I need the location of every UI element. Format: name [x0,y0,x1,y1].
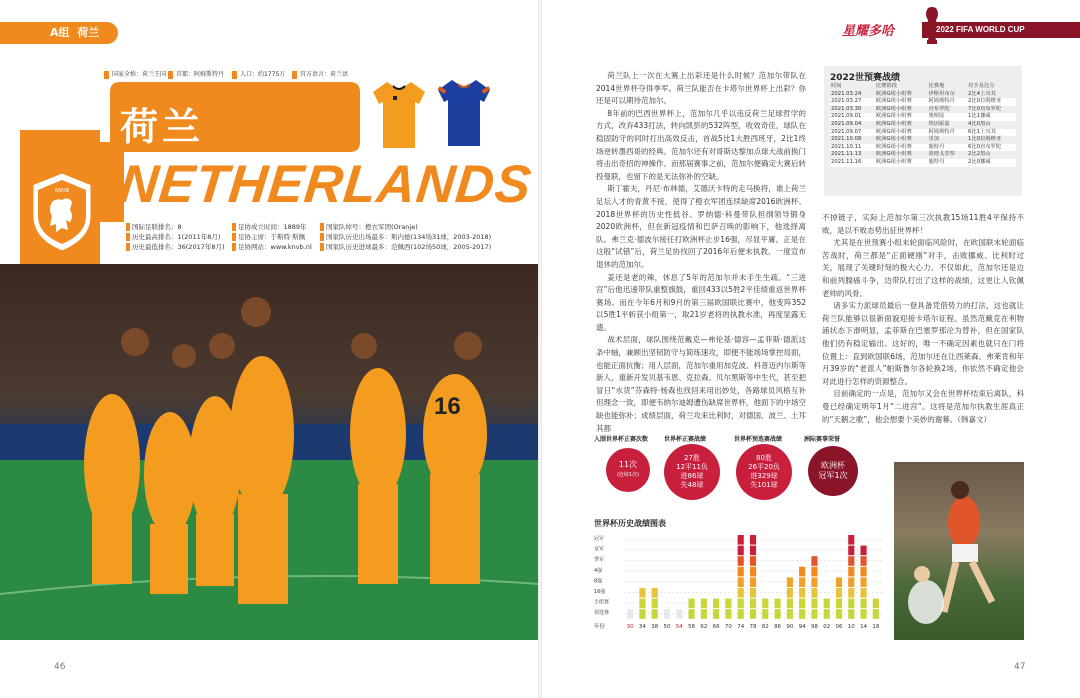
table-cell: 阿姆斯特丹 [927,98,967,106]
table-cell: 欧洲G组小组赛 [875,113,928,121]
chart-bar-segment [787,609,793,619]
year-tick-label: 58 [688,623,696,630]
year-tick-label: 86 [774,623,782,630]
appearances-circle: 11次 (连续1次) [606,448,650,492]
stat-line: 国际足联排名：8 [126,222,225,232]
chart-bar-segment [811,556,817,566]
chart-bar-segment [861,546,867,556]
chart-bar-segment [811,588,817,598]
table-cell: 7比0直布罗陀 [968,105,1002,112]
chart-bar-segment [652,609,658,619]
table-cell: 奥斯陆 [927,113,967,121]
year-tick-label: 62 [700,623,708,630]
chart-bar-segment [787,577,793,587]
chart-bar-segment [738,588,744,598]
chart-bar-segment [725,599,731,609]
table-cell: 埃因霍温 [928,120,950,127]
chart-bar-segment [762,609,768,619]
table-cell: 鹿特丹 [927,144,967,152]
level-label: 16强 [594,589,606,595]
chart-bar-segment [848,535,854,545]
article-paragraph: 斯丁霍夫，丹尼·布林德，艾德沃卡特的走马换将，谁上荷兰足坛人才的青黄不接，使得了橙衣军团连续缺席2016欧洲杯、2018世界杯的历史性低谷。罗纳德·科曼带队担纲领导锻身2020欧洲杯，但在新冠疫情和巴萨召唤的影响下，他选择离队。弗兰克·德波尔接任打欧洲杯止步16强，尽显平庸。正是在这般“试错”后，荷兰足协找回了2016年后便未执教、一度宣布退休的范加尔。 [596,184,806,269]
chart-bar-segment [750,567,756,577]
stat-line: 足协成立时间：1889年 [232,222,312,232]
history-chart-title: 世界杯历史战绩图表 [594,519,666,528]
finals-record-circle: 27胜 12平11负 进86球 失48球 [664,444,720,500]
level-label: 亚军 [594,546,605,553]
table-cell: 2021.03.30 [831,105,862,112]
chart-bar-segment [836,588,842,598]
classic-player-photo [894,462,1024,640]
year-tick-label: 74 [737,623,745,630]
chart-bar-segment [639,609,645,619]
article-paragraph: 目前确定的一点是，范加尔又会在世界杯结束后离队，科曼已经确定明年1月“二进宫”。这将是范加尔执教生涯真正的“天鹅之歌”，他会想要个美妙的谢幕。（韩嘉文） [822,389,1024,424]
chart-bar-segment [750,546,756,556]
svg-text:KNVB: KNVB [55,188,69,194]
table-cell: 欧洲G组小组赛 [875,90,912,97]
table-cell: 波德戈里察 [928,151,955,158]
chart-bar-segment [689,609,695,619]
table-cell: 阿姆斯特丹 [927,129,967,137]
year-tick-label: 06 [835,623,843,630]
chart-bar-segment [701,599,707,609]
chart-bar-segment [652,588,658,598]
stat-line: 国家队历史进球最多：范佩西(102场50球，2005-2017) [320,242,491,252]
info-population: 人口：约1775万 [232,70,285,80]
table-cell: 里加 [928,136,940,143]
chart-bar-segment [725,609,731,619]
chart-bar-segment [799,609,805,619]
table-cell: 1比0拉脱维亚 [968,136,1002,143]
table-header: 比赛地 [928,83,945,89]
chart-bar-segment [861,609,867,619]
chart-bar-segment [750,556,756,566]
chart-bar-segment [787,599,793,609]
stat-line: 历史最低排名：36(2017年8月) [126,242,225,252]
table-cell: 欧洲G组小组赛 [875,159,928,167]
chart-bar-segment [873,599,879,609]
table-cell: 2比0拉脱维亚 [967,98,1016,106]
home-jersey-image [373,80,425,150]
info-capital: 首都：阿姆斯特丹 [168,70,224,80]
chart-bar-segment [738,609,744,619]
table-cell: 2比4土耳其 [968,90,996,97]
table-cell: 2021.09.01 [830,113,875,121]
chart-bar-segment [750,577,756,587]
year-tick-label: 54 [675,623,683,630]
table-row [830,121,1016,129]
table-cell: 2021.03.24 [831,90,862,97]
article-paragraph: 姜还是老的辣，休息了5年的范加尔并未手生生疏。“三进宫”后他迅速带队重整旗鼓，重回433以5胜2平佳绩重返世界杯赛场。而在今年6月和9月的第三届欧国联比赛中，他变阵352以5胜1平斩获小组第一，取21岁老将的执教水准，再度显露无遗。 [596,272,806,332]
chart-bar-segment [689,599,695,609]
chart-bar-segment [836,609,842,619]
chart-bar-segment [664,609,670,619]
chart-bar-segment [824,599,830,609]
chart-bar-segment [861,567,867,577]
spread-gutter [538,0,542,698]
qualifiers-results [830,83,1016,167]
level-label: 8强 [594,578,603,585]
article-paragraph: 诸多实力派球员最后一登具备凭借势力的打法，这也就让荷兰队能够以很新面貌迎接卡塔尔征程。虽然范戴克在利物浦状态下滑明显，孟菲斯在巴塞罗那沦为替补，但在国家队他们仍有稳定输出。这好的，唯一不确定因素也就只在门将位置上：直到欧国联6场，范加尔还在让西莱森、弗莱肯和年月39岁的“老派人”帕斯鲁尔各轮换2场，你依然不确定他会对此进行怎样的资源整合。 [822,301,1024,386]
table-cell: 欧洲G组小组赛 [875,151,912,158]
summary-label-appearances: 入围世界杯正赛次数 [594,436,649,443]
chart-bar-segment [861,599,867,609]
year-tick-label: 30 [626,623,634,630]
year-tick-label: 34 [638,623,646,630]
chart-bar-segment [848,546,854,556]
chart-bar-segment [738,567,744,577]
info-full-name: 国家全称：荷兰王国 [104,70,166,80]
title-chinese: 荷兰 [120,105,205,149]
table-cell: 4比0黑山 [968,120,991,127]
table-cell: 2021.03.27 [830,98,875,106]
chart-bar-segment [799,567,805,577]
article-paragraph: 战术层面，球队围绕范戴克—弗伦基·德容—孟菲斯·德派这条中轴，兼顾出坚韧防守与简练速攻，即便不能场场掌控局面，也能正面抗衡；用人层面，范加尔重用加克波、科普迈内尔斯等新人，重新开发贝基韦恩、克拉森、贝尔黑斯等中生代，甚至把冒日“水货”芬森特·杨森也找回来用出妙处，各路球员风格互补但理念一致，即便韦纳尔迪姆遭伤缺席世界杯，他面下的中场空缺也能弥补；成绩层面，荷兰攻来比利时，对德国、波兰、土耳其都 [596,335,806,433]
table-cell: 欧洲G组小组赛 [875,120,912,127]
chart-bar-segment [787,588,793,598]
article-paragraph: 尤其是在世预赛小组末轮面临风险时，在欧国联末轮面临苦战时，荷兰都是“正面硬刚”对手，击败挪威、比利时过关，展现了关键时刻的极大心力。不仅如此，范加尔还是边和前列腺癌斗争，边带队打出了这样的战绩，这更让人钦佩老帅的风骨。 [822,238,1024,298]
table-cell: 欧洲G组小组赛 [875,105,912,112]
table-row [830,151,1016,159]
chart-bar-segment [738,599,744,609]
year-tick-label: 18 [872,623,880,630]
table-cell: 2021.09.07 [830,129,875,137]
chart-bar-segment [811,577,817,587]
stats-federation [232,222,312,252]
chart-bar-segment [701,609,707,619]
chart-bar-segment [713,599,719,609]
table-cell: 2比0挪威 [967,159,1016,167]
table-cell: 6比1土耳其 [967,129,1016,137]
stat-line: 国家队绰号：橙衣军团(Oranje) [320,222,491,232]
year-tick-label: 98 [810,623,818,630]
stat-line: 足协网站：www.knvb.nl [232,242,312,252]
summary-stats [594,434,884,510]
table-cell: 欧洲G组小组赛 [875,136,912,143]
group-tab [0,22,118,44]
article-paragraph: 荷兰队上一次在大赛上出彩还是什么时候？范加尔带队在2014世界杯夺得季军。荷兰队能否在卡塔尔世界杯上出彩？你还是可以期待范加尔。 [596,71,806,106]
chart-bar-segment [750,588,756,598]
year-tick-label: 70 [724,623,732,630]
table-cell: 2021.10.11 [830,144,875,152]
svg-text:16: 16 [434,393,461,420]
table-cell: 直布罗陀 [928,105,950,112]
table-header: 对手及比分 [968,83,995,89]
chart-bar-segment [799,599,805,609]
year-tick-label: 90 [786,623,794,630]
article-text-1 [596,70,806,435]
chart-bar-segment [652,599,658,609]
knvb-badge-icon [26,170,98,254]
table-cell: 2021.11.16 [830,159,875,167]
chart-bar-segment [738,546,744,556]
chart-bar-segment [848,577,854,587]
table-cell: 2比2黑山 [968,151,991,158]
table-row [830,159,1016,167]
chart-bar-segment [848,556,854,566]
chart-bar-segment [627,609,633,619]
page-number-right: 47 [1014,662,1026,672]
year-tick-label: 14 [860,623,868,630]
chart-bar-segment [750,609,756,619]
qualifier-record-circle: 80胜 26平20负 进329球 失101球 [736,444,792,500]
summary-label-qualifier-record: 世界杯预选赛战绩 [734,436,783,443]
stat-line: 国家队历史出场最多：斯内德(134场31球，2003-2018) [320,232,491,242]
chart-bar-segment [676,609,682,619]
level-label: 预选赛 [594,610,610,617]
table-cell: 2021.11.13 [831,151,862,158]
continental-circle: 欧洲杯 冠军1次 [808,446,858,496]
chart-bar-segment [836,577,842,587]
column-name: 星耀多哈 [842,24,895,39]
chart-bar-segment [873,609,879,619]
summary-label-continental: 洲际赛事荣誉 [804,436,841,443]
table-row [830,136,1016,144]
table-cell: 鹿特丹 [927,159,967,167]
chart-bar-segment [836,599,842,609]
team-celebration-photo [0,264,538,640]
table-header: 比赛阶段 [875,83,898,89]
title-english: NETHERLANDS [116,155,535,214]
chart-bar-segment [848,567,854,577]
summary-label-finals-record: 世界杯正赛战绩 [664,436,707,443]
chart-bar-segment [811,599,817,609]
chart-bar-segment [824,609,830,619]
chart-bar-segment [750,535,756,545]
year-tick-label: 50 [663,623,671,630]
chart-bar-segment [775,609,781,619]
article-column-1 [596,70,806,445]
year-tick-label: 38 [651,623,659,630]
table-cell: 欧洲G组小组赛 [875,98,928,106]
year-tick-label: 02 [823,623,831,630]
table-cell: 伊斯坦布尔 [928,90,955,97]
year-tick-label: 78 [749,623,757,630]
table-cell: 1比1挪威 [967,113,1016,121]
table-cell: 2021.09.04 [831,120,862,127]
stat-line: 足协主席：于斯特·斯佩 [232,232,312,242]
year-tick-label: 94 [798,623,806,630]
article-text-2 [822,212,1024,426]
chart-bar-segment [738,535,744,545]
chart-bar-segment [713,609,719,619]
chart-bar-segment [639,599,645,609]
chart-bar-segment [848,609,854,619]
chart-bar-segment [848,599,854,609]
stats-records [320,222,491,252]
level-label: 4强 [594,567,603,574]
team-short-label: 荷兰 [77,26,100,39]
article-paragraph: 8年前的巴西世界杯上，范加尔几乎以违反荷兰足球哲学的方式，改弃433打法，转向凯彭的532阵型，收效奇佳，球队在稳固防守的同时打出高效反击，首战5比1大胜西班牙，2比1终场逆转墨西哥的经典。范加尔还有对哥斯达黎加点球大战前换门将击出奇招的神操作。而那届赛事之前，范加尔便确定大赛后转投曼联，也留下的是无法弥补的空缺。 [596,108,806,181]
stats-ranking [126,222,225,252]
chart-bar-segment [799,577,805,587]
stat-line: 历史最高排名：1(2011年8月) [126,232,225,242]
table-cell: 6比0直布罗陀 [967,144,1016,152]
qualifiers-table-title: 2022世预赛战绩 [830,73,901,83]
year-tick-label: 82 [761,623,769,630]
level-label: 冠军 [594,536,605,542]
year-axis-label: 年份 [594,623,606,630]
qualifiers-table [824,66,1022,196]
chart-bar-segment [762,599,768,609]
chart-bar-segment [750,599,756,609]
chart-bar-segment [861,588,867,598]
world-cup-banner: 2022 FIFA WORLD CUP [922,22,1080,38]
chart-bar-segment [738,577,744,587]
info-language: 官方语言：荷兰语 [292,70,348,80]
level-label: 小组赛 [594,599,610,606]
article-paragraph: 不掉链子，实际上范加尔第三次执教15场11胜4平保持不败，是以不败态势出征世界杯！ [822,213,1024,235]
page-number-left: 46 [54,662,66,672]
year-tick-label: 66 [712,623,720,630]
chart-bar-segment [848,588,854,598]
chart-bar-segment [811,567,817,577]
table-header: 时间 [831,83,842,89]
chart-bar-segment [811,609,817,619]
chart-bar-segment [861,577,867,587]
chart-bar-segment [799,588,805,598]
article-column-2 [822,212,1024,442]
table-row [830,98,1016,106]
history-chart [594,530,886,642]
chart-bar-segment [738,556,744,566]
away-jersey-image [438,78,490,148]
chart-bar-segment [639,588,645,598]
chart-bar-segment [775,599,781,609]
table-cell: 2021.10.08 [831,136,862,143]
group-label: A组 [50,26,70,39]
chart-bar-segment [861,556,867,566]
year-tick-label: 10 [847,623,855,630]
level-label: 季军 [594,557,605,564]
table-cell: 欧洲G组小组赛 [875,129,928,137]
table-cell: 欧洲G组小组赛 [875,144,928,152]
table-row [830,113,1016,121]
